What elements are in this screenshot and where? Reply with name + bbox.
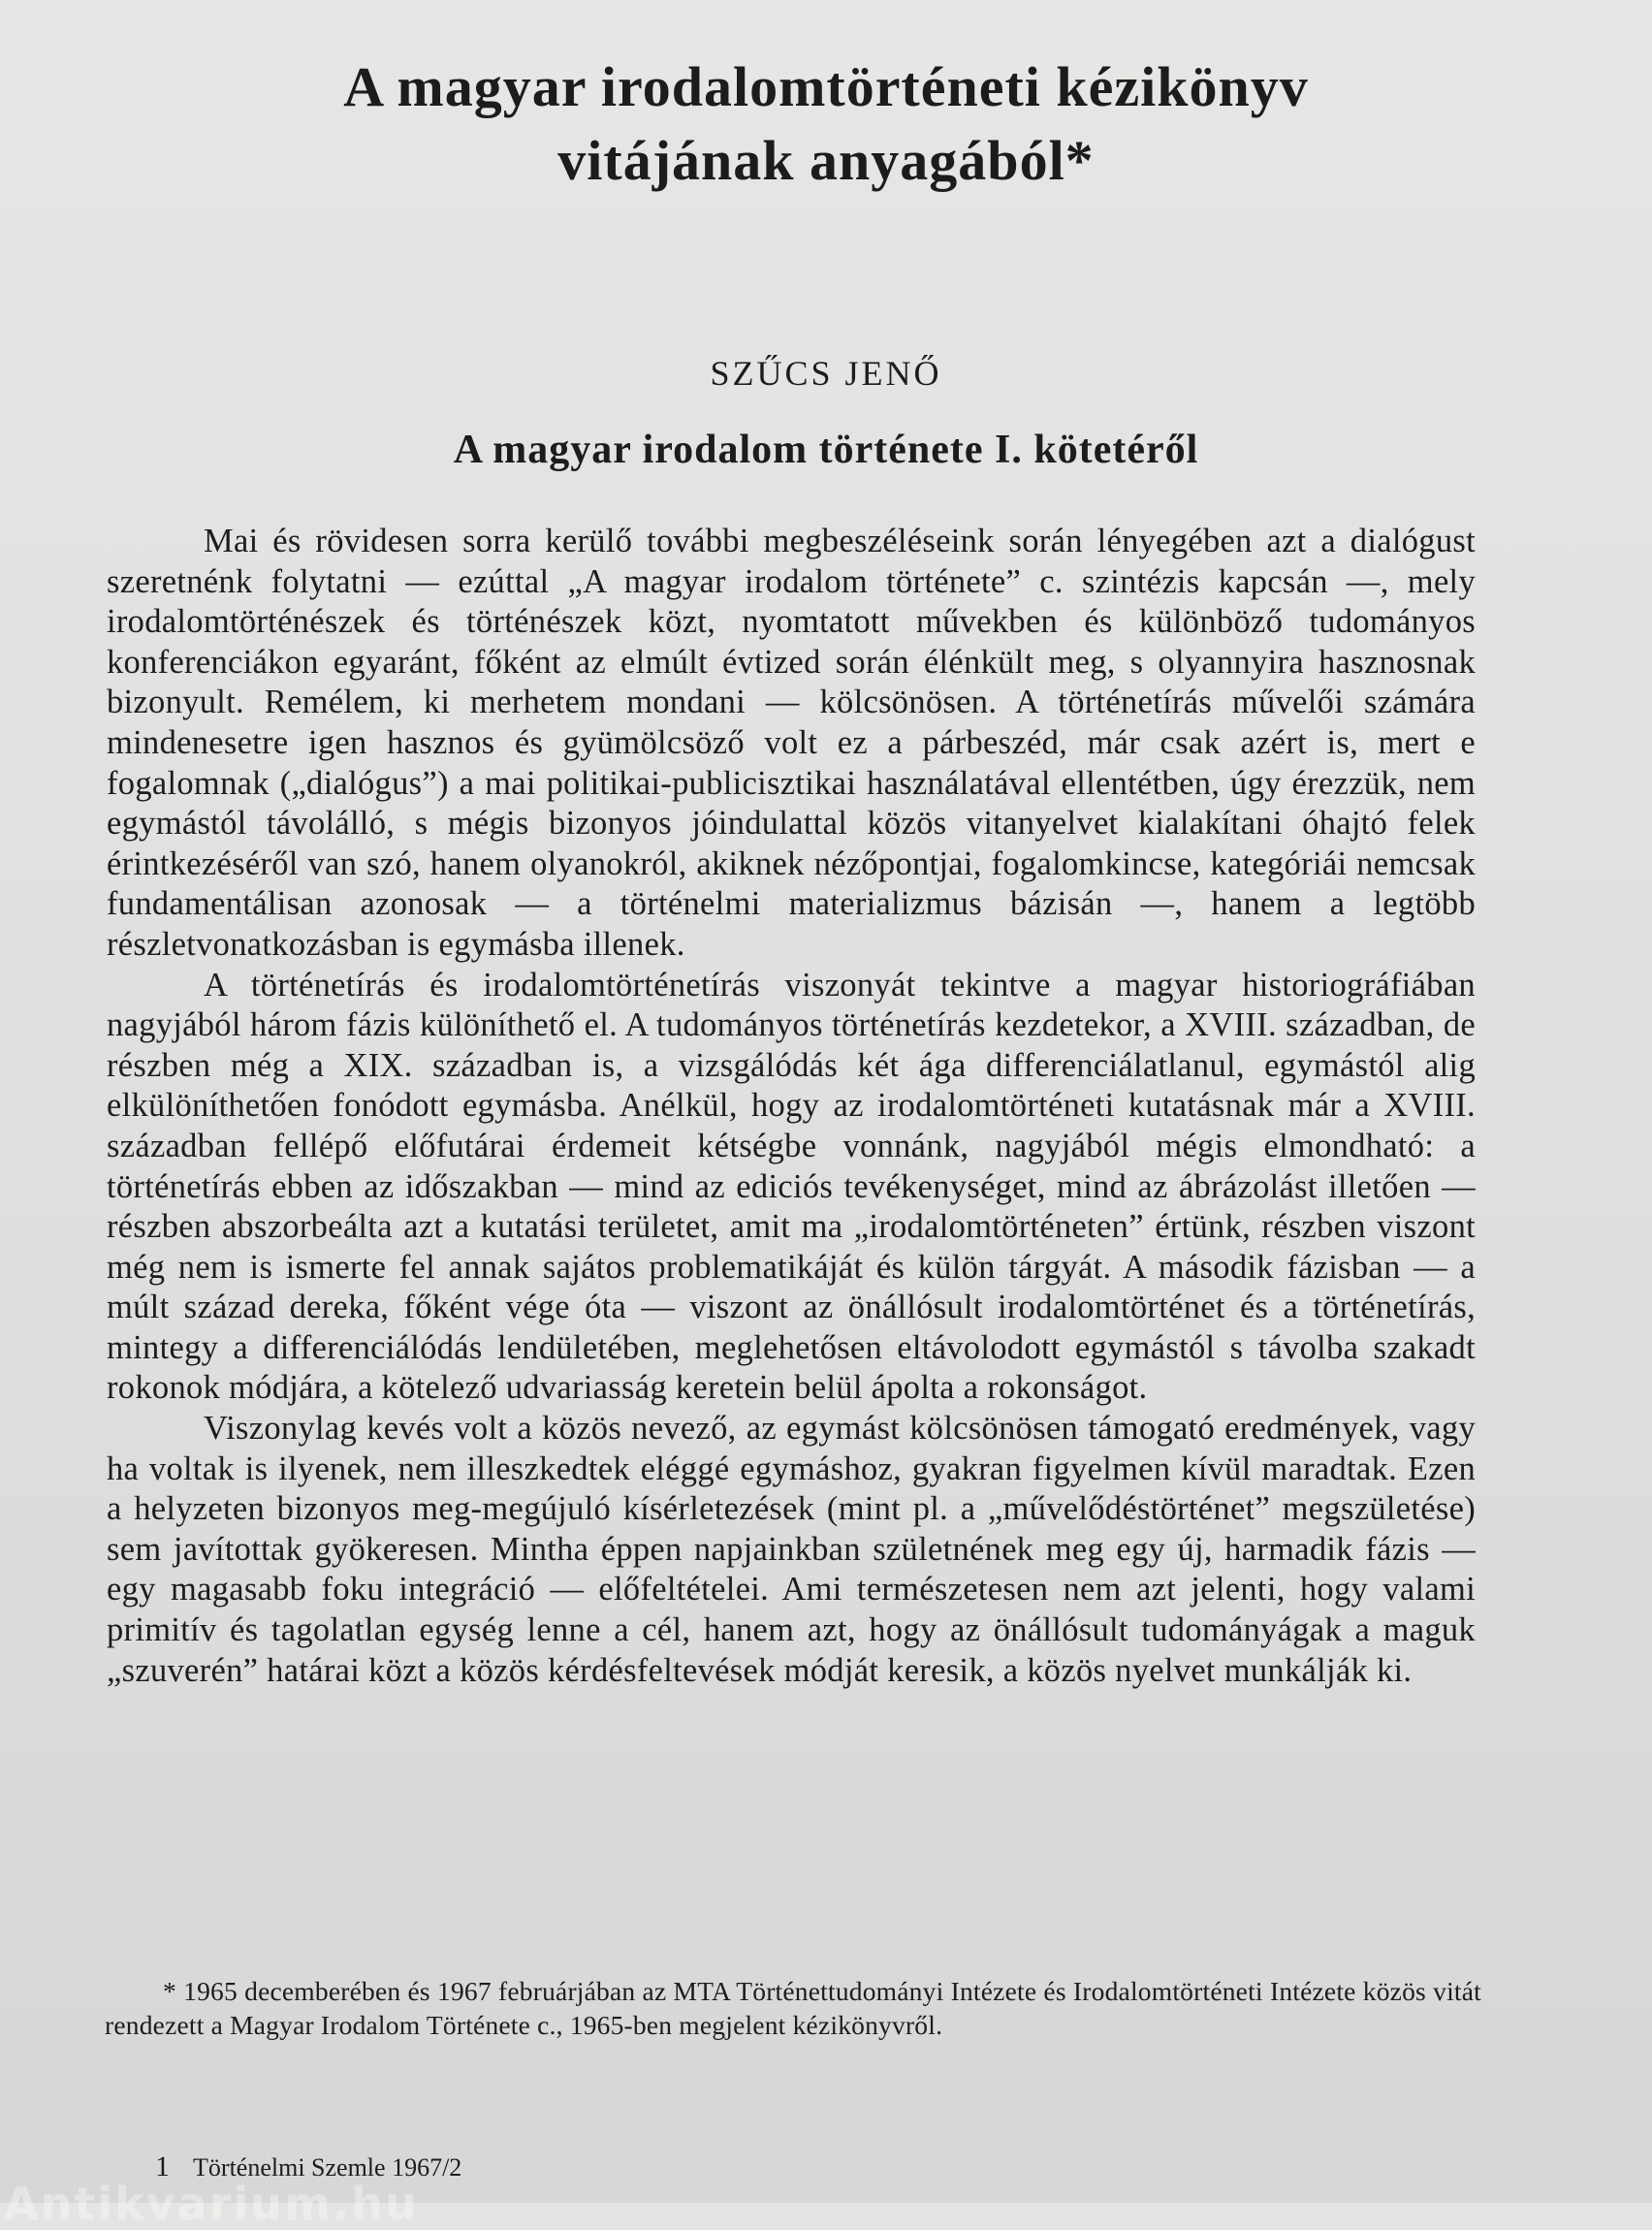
paragraph-2: A történetírás és irodalomtörténetírás viszonyát tekintve a magyar historiográfiában nagyjából három fázis különíthető el. A tudományos történetírás kezdetekor, a XVIII. században, de részben még a XIX. században is, a vizsgálódás két ága differenciálatlanul, egymástól alig elkülöníthetően fonódott egymásba. Anélkül, hogy az irodalomtörténeti kutatásnak már a XVIII. században fellépő előfutárai érdemeit kétségbe vonnánk, nagyjából mégis elmondható: a történetírás ebben az időszakban — mind az ediciós tevékenységet, mind az ábrázolást illetően — részben abszorbeálta azt a kutatási területet, amit ma „irodalomtörténeten” értünk, részben viszont még nem is ismerte fel annak sajátos problematikáját és külön tárgyát. A második fázisban — a múlt század dereka, főként vége óta — viszont az önállósult irodalomtörténet és a történetírás, mintegy a differenciálódás lendületében, meglehetősen eltávolodott egymástól s távolba szakadt rokonok módjára, a kötelező udvariasság keretein belül ápolta a rokonságot. (107, 966, 1476, 1407)
paragraph-1: Mai és rövidesen sorra kerülő további megbeszéléseink során lényegében azt a dialógust szeretnénk folytatni — ezúttal „A magyar irodalom története” c. szintézis kapcsán —, mely irodalomtörténészek és történészek közt, nyomtatott művekben és különböző tudományos konferenciákon egyaránt, főként az elmúlt évtized során élénkült meg, s olyannyira hasznosnak bizonyult. Remélem, ki merhetem mondani — kölcsönösen. A történetírás művelői számára mindenesetre igen hasznos és gyümölcsöző volt ez a párbeszéd, már csak azért is, mert e fogalomnak („dialógus”) a mai politikai-publicisztikai használatával ellentétben, úgy érezzük, nem egymástól távolálló, s mégis bizonyos jóindulattal közös vitanyelvet kialakítani óhajtó felek érintkezéséről van szó, hanem olyanokról, akiknek nézőpontjai, fogalomkincse, kategóriái nemcsak fundamentálisan azonosak — a történelmi materializmus bázisán —, hanem a legtöbb részletvonatkozásban is egymásba illenek. (107, 523, 1476, 963)
title-line-1: A magyar irodalomtörténeti kézikönyv (343, 55, 1309, 118)
article-subtitle: A magyar irodalom története I. kötetéről (453, 428, 1199, 472)
author-name: SZŰCS JENŐ (710, 354, 942, 393)
page-number: 1 (155, 2150, 170, 2182)
paragraph-3: Viszonylag kevés volt a közös nevező, az egymást kölcsönösen támogató eredmények, vagy ha voltak is ilyenek, nem illeszkedtek eléggé egymáshoz, gyakran figyelmen kívül maradtak. Ezen a helyzeten bizonyos meg-megújuló kísérletezések (mint pl. a „művelődéstörténet” megszületése) sem javítottak gyökeresen. Mintha éppen napjainkban születnének meg egy új, harmadik fázis — egy magasabb foku integráció — előfeltételei. Ami természetesen nem azt jelenti, hogy valami primitív és tagolatlan egység lenne a cél, hanem azt, hogy az önállósult tudományágak a maguk „szuverén” határai közt a közös kérdésfeltevések módját keresik, a közös nyelvet munkálják ki. (107, 1410, 1476, 1689)
main-title (145, 50, 1507, 198)
article-body (107, 522, 1476, 1691)
watermark: Antikvarium.hu (4, 2178, 419, 2230)
journal-reference: Történelmi Szemle 1967/2 (193, 2153, 462, 2182)
title-line-2: vitájának anyagából* (557, 129, 1095, 192)
footnote: * 1965 decemberében és 1967 februárjában az MTA Történettudományi Intézete és Irodalomtörténeti Intézete közös vitát rendezett a Magyar Irodalom Története c., 1965-ben megjelent kézikönyvről. (105, 1976, 1481, 2040)
